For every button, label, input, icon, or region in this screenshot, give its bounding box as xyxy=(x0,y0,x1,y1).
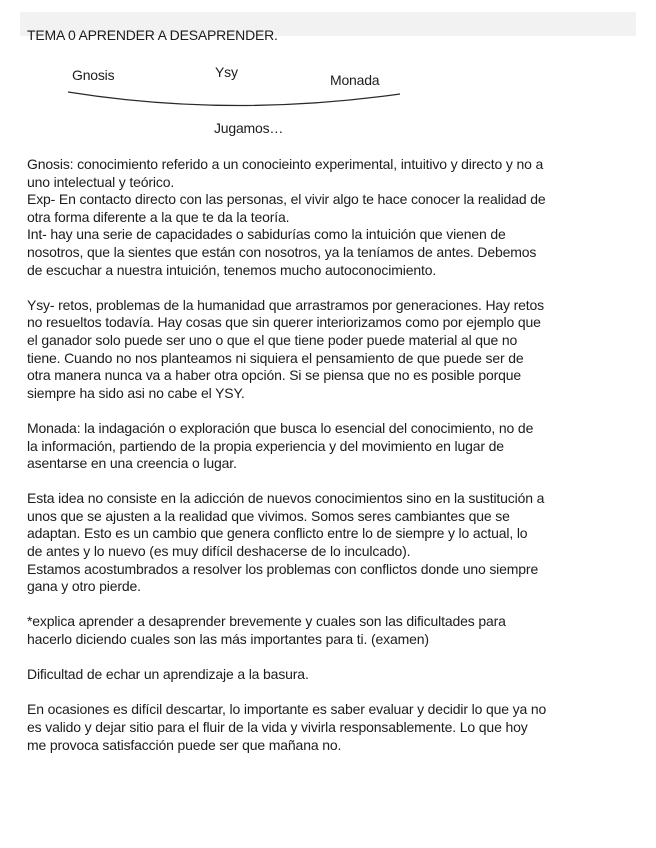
text-line: gana y otro pierde. xyxy=(27,578,141,595)
text-line: *explica aprender a desaprender brevemente y cuales son las dificultades para xyxy=(27,613,506,630)
text-line: otra forma diferente a la que te da la teoría. xyxy=(27,208,290,225)
text-line: Exp- En contacto directo con las personas, el vivir algo te hace conocer la realidad de xyxy=(27,191,546,208)
text-line: siempre ha sido asi no cabe el YSY. xyxy=(27,384,245,401)
text-line: Dificultad de echar un aprendizaje a la basura. xyxy=(27,666,309,683)
text-line: de antes y lo nuevo (es muy difícil deshacerse de lo inculcado). xyxy=(27,543,411,560)
text-line: la información, partiendo de la propia experiencia y del movimiento en lugar de xyxy=(27,437,504,454)
text-line: es valido y dejar sitio para el fluir de la vida y vivirla responsablemente. Lo que hoy xyxy=(27,719,528,735)
text-line: Monada: la indagación o exploración que busca lo esencial del conocimiento, no de xyxy=(27,419,534,436)
diagram-label-jugamos: Jugamos… xyxy=(214,120,284,136)
text-line: Esta idea no consiste en la adicción de nuevos conocimientos sino en la sustitución a xyxy=(27,490,545,507)
diagram-label-gnosis: Gnosis xyxy=(72,67,115,83)
text-line: asentarse en una creencia o lugar. xyxy=(27,455,237,472)
paragraph xyxy=(27,420,627,473)
text-line: de escuchar a nuestra intuición, tenemos mucho autoconocimiento. xyxy=(27,261,437,278)
text-line: Ysy- retos, problemas de la humanidad que arrastramos por generaciones. Hay retos xyxy=(27,296,545,313)
text-line: hacerlo diciendo cuales son las más importantes para ti. (examen) xyxy=(27,631,429,648)
text-line: En ocasiones es difícil descartar, lo importante es saber evaluar y decidir lo que ya no xyxy=(27,701,547,718)
text-line: adaptan. Esto es un cambio que genera conflicto entre lo de siempre y lo actual, lo xyxy=(27,525,528,542)
text-line: otra manera nunca va a haber otra opción. Si se piensa que no es posible porque xyxy=(27,367,522,384)
paragraph xyxy=(27,613,627,648)
diagram-label-monada: Monada xyxy=(330,72,380,88)
text-line: nosotros, que la sientes que están con nosotros, ya la teníamos de antes. Debemos xyxy=(27,243,537,260)
text-line: uno intelectual y teórico. xyxy=(27,173,175,190)
paragraph xyxy=(27,701,627,754)
text-line: me provoca satisfacción puede ser que mañana no. xyxy=(27,736,342,753)
text-line: Gnosis: conocimiento referido a un conocieinto experimental, intuitivo y directo y no a xyxy=(27,156,544,172)
text-line: no resueltos todavía. Hay cosas que sin querer interiorizamos como por ejemplo que xyxy=(27,314,541,331)
paragraph xyxy=(27,490,627,596)
paragraph xyxy=(27,297,627,403)
diagram-label-ysy: Ysy xyxy=(215,64,238,80)
text-line: tiene. Cuando no nos planteamos ni siquiera el pensamiento de que puede ser de xyxy=(27,349,524,366)
text-line: unos que se ajusten a la realidad que vivimos. Somos seres cambiantes que se xyxy=(27,507,510,524)
paragraph xyxy=(27,156,627,279)
text-line: el ganador solo puede ser uno o que el que tiene poder puede material al que no xyxy=(27,331,518,348)
text-line: Estamos acostumbrados a resolver los problemas con conflictos donde uno siempre xyxy=(27,560,539,577)
body-text xyxy=(27,156,627,772)
text-line: Int- hay una serie de capacidades o sabidurías como la intuición que vienen de xyxy=(27,226,506,243)
paragraph xyxy=(27,666,627,684)
diagram-arc xyxy=(60,88,410,118)
page-title: TEMA 0 APRENDER A DESAPRENDER. xyxy=(27,27,278,43)
